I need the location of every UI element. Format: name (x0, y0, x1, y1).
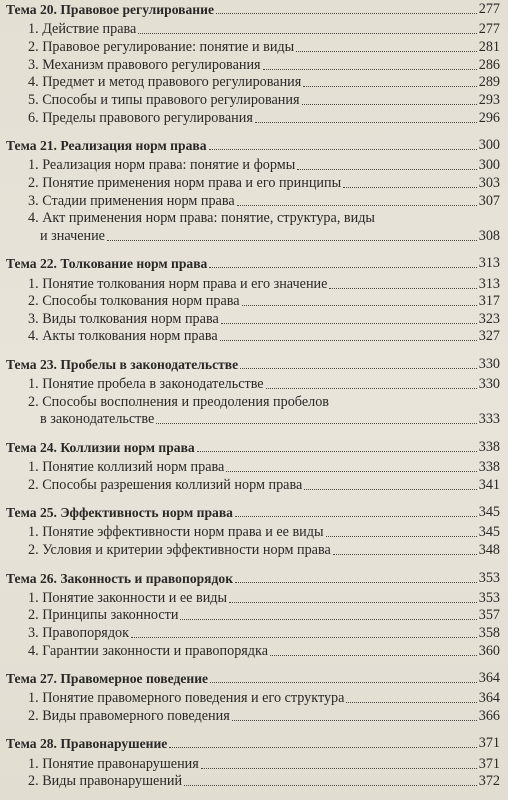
topic-heading-label: Тема 23. Пробелы в законодательстве (6, 356, 239, 372)
toc-entry (28, 393, 500, 411)
toc-entry (28, 310, 500, 328)
toc-entry-label: 2. Виды правомерного поведения (28, 708, 230, 724)
toc-entry-label: 2. Правовое регулирование: понятие и виды (28, 38, 295, 55)
toc-entry-continuation-label: и значение (40, 227, 105, 244)
page-number: 286 (478, 56, 500, 73)
page-number: 360 (478, 642, 500, 659)
toc-entry-label: 1. Понятие толкования норм права и его значение (28, 275, 328, 292)
dot-leader (255, 122, 477, 123)
dot-leader (297, 169, 476, 170)
page-number: 277 (478, 21, 500, 38)
dot-leader (235, 582, 477, 583)
dot-leader (107, 240, 477, 241)
topic-heading (6, 355, 500, 373)
page-number: 366 (478, 708, 500, 724)
topic-heading (6, 136, 500, 154)
dot-leader (333, 554, 477, 555)
toc-entry (28, 109, 500, 127)
toc-entry-label: 1. Понятие пробела в законодательстве (28, 376, 264, 393)
dot-leader (326, 536, 477, 537)
toc-entry-label: 4. Акты толкования норм права (28, 328, 218, 345)
dot-leader (302, 104, 477, 105)
page-number: 358 (478, 625, 500, 641)
dot-leader (138, 33, 476, 34)
dot-leader (270, 655, 477, 656)
page-number: 323 (478, 310, 500, 327)
toc-entry-label: 1. Понятие коллизий норм права (28, 459, 225, 476)
page-number: 341 (478, 476, 500, 493)
toc-entry-label: 2. Способы разрешения коллизий норм права (28, 476, 303, 493)
page-number: 353 (478, 589, 500, 606)
page-number: 281 (478, 38, 500, 55)
toc-entry (28, 275, 500, 293)
toc-entry-label: 3. Механизм правового регулирования (28, 56, 261, 73)
toc-entry-label: 1. Действие права (28, 21, 137, 38)
page-number: 313 (478, 255, 500, 272)
toc-entry-label: 6. Пределы правового регулирования (28, 109, 253, 126)
toc-entry-label: 1. Реализация норм права: понятие и формы (28, 157, 296, 174)
dot-leader (209, 267, 476, 268)
page-number: 364 (478, 670, 500, 687)
page-number: 372 (478, 773, 500, 790)
dot-leader (235, 516, 477, 517)
toc-entry-label: 1. Понятие правомерного поведения и его структура (28, 690, 345, 707)
toc-entry (28, 624, 500, 642)
page-number: 277 (478, 1, 500, 17)
toc-entry-label: 1. Понятие эффективности норм права и ее виды (28, 524, 324, 541)
dot-leader (169, 747, 476, 748)
toc-entry (28, 209, 500, 227)
toc-entry (28, 642, 500, 660)
toc-entry-label: 2. Виды правонарушений (28, 773, 183, 790)
toc-entry (28, 91, 500, 109)
toc-entry-label: 5. Способы и типы правового регулирования (28, 91, 300, 108)
topic-heading (6, 734, 500, 752)
toc-entry (28, 707, 500, 725)
topic-heading (6, 569, 500, 587)
toc-entry (28, 375, 500, 393)
dot-leader (240, 368, 477, 369)
topic-heading-label: Тема 22. Толкование норм права (6, 256, 208, 272)
page-number: 348 (478, 542, 500, 559)
page-number: 293 (478, 91, 500, 108)
topic-heading-label: Тема 28. Правонарушение (6, 736, 168, 752)
toc-entry-continuation (40, 227, 500, 245)
toc-entry-label: 3. Виды толкования норм права (28, 310, 219, 327)
toc-entry (28, 541, 500, 559)
topic-heading-label: Тема 26. Законность и правопорядок (6, 570, 234, 586)
topic-heading (6, 0, 500, 18)
topic-heading (6, 254, 500, 272)
toc-entry-label: 2. Понятие применения норм права и его принципы (28, 174, 342, 191)
page-number: 289 (478, 74, 500, 91)
dot-leader (184, 785, 477, 786)
toc-entry-label: 2. Принципы законности (28, 607, 179, 624)
dot-leader (197, 451, 477, 452)
toc-entry-label: 3. Правопорядок (28, 625, 130, 641)
page-number: 300 (478, 136, 500, 153)
dot-leader (304, 489, 476, 490)
page-number: 300 (478, 157, 500, 174)
dot-leader (131, 637, 477, 638)
dot-leader (263, 69, 477, 70)
toc-entry (28, 689, 500, 707)
dot-leader (303, 86, 476, 87)
dot-leader (296, 51, 477, 52)
dot-leader (209, 149, 477, 150)
page-number: 371 (478, 755, 500, 772)
topic-heading-label: Тема 20. Правовое регулирование (6, 2, 214, 17)
dot-leader (237, 205, 477, 206)
page-number: 330 (478, 376, 500, 393)
toc-entry-label: 2. Условия и критерии эффективности норм права (28, 542, 331, 559)
toc-entry (28, 56, 500, 74)
toc-entry (28, 755, 500, 773)
toc-entry-continuation-label: в законодательстве (40, 411, 155, 428)
topic-heading (6, 438, 500, 456)
dot-leader (232, 720, 477, 721)
topic-heading-label: Тема 24. Коллизии норм права (6, 439, 195, 455)
toc-entry (28, 523, 500, 541)
dot-leader (343, 187, 477, 188)
page-number: 317 (478, 293, 500, 310)
toc-entry-label: 3. Стадии применения норм права (28, 192, 235, 209)
page-number: 345 (478, 504, 500, 521)
toc-entry (28, 192, 500, 210)
toc-entry (28, 772, 500, 790)
dot-leader (221, 323, 477, 324)
page-number: 327 (478, 328, 500, 345)
dot-leader (346, 702, 476, 703)
page-number: 338 (478, 459, 500, 476)
topic-heading (6, 669, 500, 687)
dot-leader (210, 682, 477, 683)
toc-entry (28, 292, 500, 310)
dot-leader (329, 288, 476, 289)
page-number: 364 (478, 690, 500, 707)
page-number: 307 (478, 192, 500, 209)
topic-heading (6, 503, 500, 521)
dot-leader (266, 388, 477, 389)
toc-entry-label: 1. Понятие законности и ее виды (28, 589, 228, 606)
toc-entry-continuation (40, 410, 500, 428)
toc-entry (28, 20, 500, 38)
page-number: 303 (478, 174, 500, 191)
toc-entry-label: 4. Предмет и метод правового регулирования (28, 74, 302, 91)
toc-entry (28, 458, 500, 476)
topic-heading-label: Тема 25. Эффективность норм права (6, 505, 233, 521)
page-number: 338 (478, 438, 500, 455)
toc-entry-label: 4. Гарантии законности и правопорядка (28, 642, 269, 659)
toc-entry (28, 589, 500, 607)
toc-entry (28, 156, 500, 174)
page-number: 333 (478, 411, 500, 428)
toc-entry-label: 1. Понятие правонарушения (28, 755, 199, 772)
page-number: 345 (478, 524, 500, 541)
toc-entry (28, 476, 500, 494)
dot-leader (216, 13, 477, 14)
topic-heading-label: Тема 27. Правомерное поведение (6, 671, 209, 687)
dot-leader (201, 768, 477, 769)
toc-entry (28, 38, 500, 56)
toc-entry (28, 327, 500, 345)
toc-entry (28, 606, 500, 624)
dot-leader (220, 340, 477, 341)
toc-entry-label: 4. Акт применения норм права: понятие, структура, виды (28, 210, 375, 227)
dot-leader (242, 305, 477, 306)
toc-entry-label: 2. Способы толкования норм права (28, 293, 240, 310)
page-number: 353 (478, 569, 500, 586)
page-number: 371 (478, 735, 500, 752)
toc-entry (28, 174, 500, 192)
page-number: 296 (478, 109, 500, 126)
dot-leader (180, 619, 476, 620)
page-number: 308 (478, 227, 500, 244)
page-number: 357 (478, 607, 500, 624)
toc-entry-label: 2. Способы восполнения и преодоления пробелов (28, 393, 329, 410)
topic-heading-label: Тема 21. Реализация норм права (6, 137, 207, 153)
dot-leader (226, 471, 476, 472)
dot-leader (229, 602, 477, 603)
toc-entry (28, 73, 500, 91)
dot-leader (156, 423, 476, 424)
page-number: 313 (478, 275, 500, 292)
page-number: 330 (478, 355, 500, 372)
